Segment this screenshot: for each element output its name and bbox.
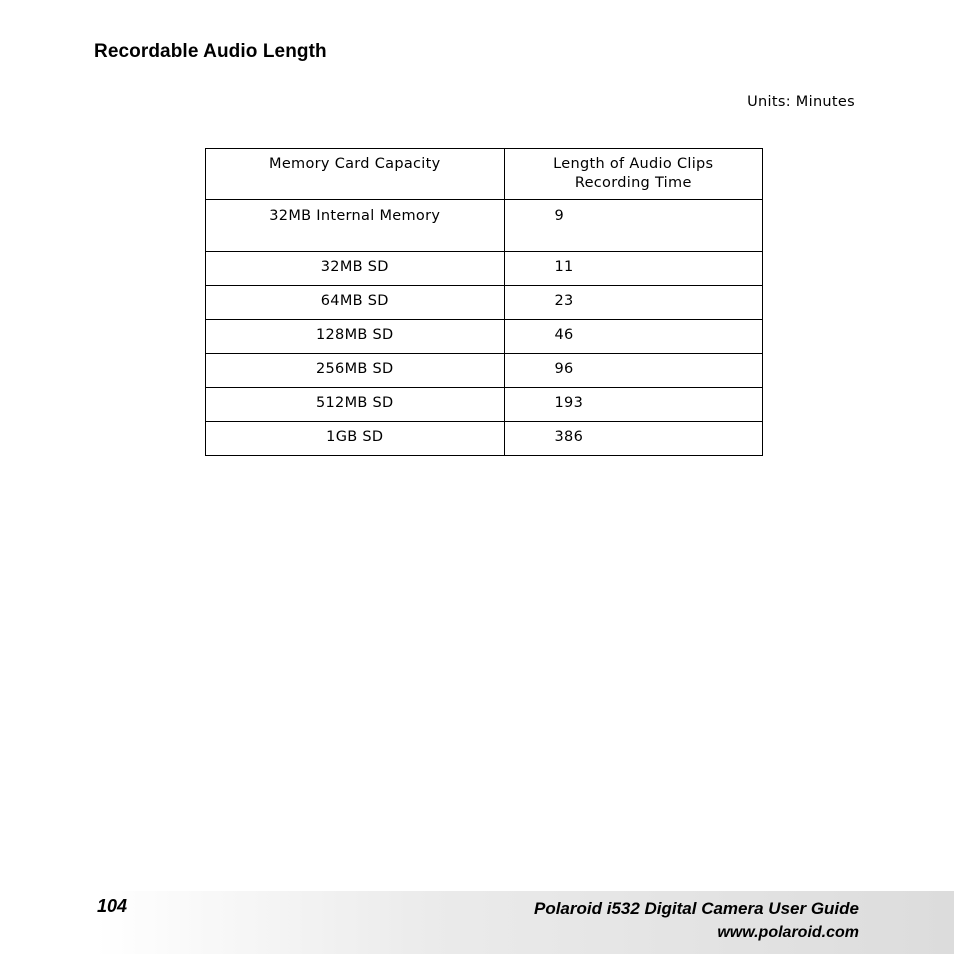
table-row <box>206 320 763 354</box>
table-row <box>206 422 763 456</box>
table-row <box>206 252 763 286</box>
units-note: Units: Minutes <box>747 94 855 110</box>
capacity-cell: 32MB Internal Memory <box>206 200 505 252</box>
capacity-cell: 256MB SD <box>206 354 505 388</box>
header-time-line2: Recording Time <box>574 175 692 191</box>
audio-length-table <box>205 148 763 456</box>
table-row <box>206 388 763 422</box>
table-header-row <box>206 149 763 200</box>
header-capacity: Memory Card Capacity <box>206 149 505 200</box>
time-cell: 23 <box>504 286 762 320</box>
table-row <box>206 286 763 320</box>
capacity-cell: 1GB SD <box>206 422 505 456</box>
time-cell: 9 <box>504 200 762 252</box>
page-number: 104 <box>97 896 128 916</box>
page-title: Recordable Audio Length <box>94 41 327 62</box>
table-row <box>206 200 763 252</box>
time-cell: 96 <box>504 354 762 388</box>
website-link: www.polaroid.com <box>717 924 859 941</box>
table-row <box>206 354 763 388</box>
time-cell: 193 <box>504 388 762 422</box>
capacity-cell: 512MB SD <box>206 388 505 422</box>
time-cell: 386 <box>504 422 762 456</box>
time-cell: 46 <box>504 320 762 354</box>
header-recording-time <box>504 149 762 200</box>
time-cell: 11 <box>504 252 762 286</box>
capacity-cell: 128MB SD <box>206 320 505 354</box>
header-time-line1: Length of Audio Clips <box>553 156 714 172</box>
guide-title: Polaroid i532 Digital Camera User Guide <box>533 899 859 918</box>
capacity-cell: 32MB SD <box>206 252 505 286</box>
capacity-cell: 64MB SD <box>206 286 505 320</box>
